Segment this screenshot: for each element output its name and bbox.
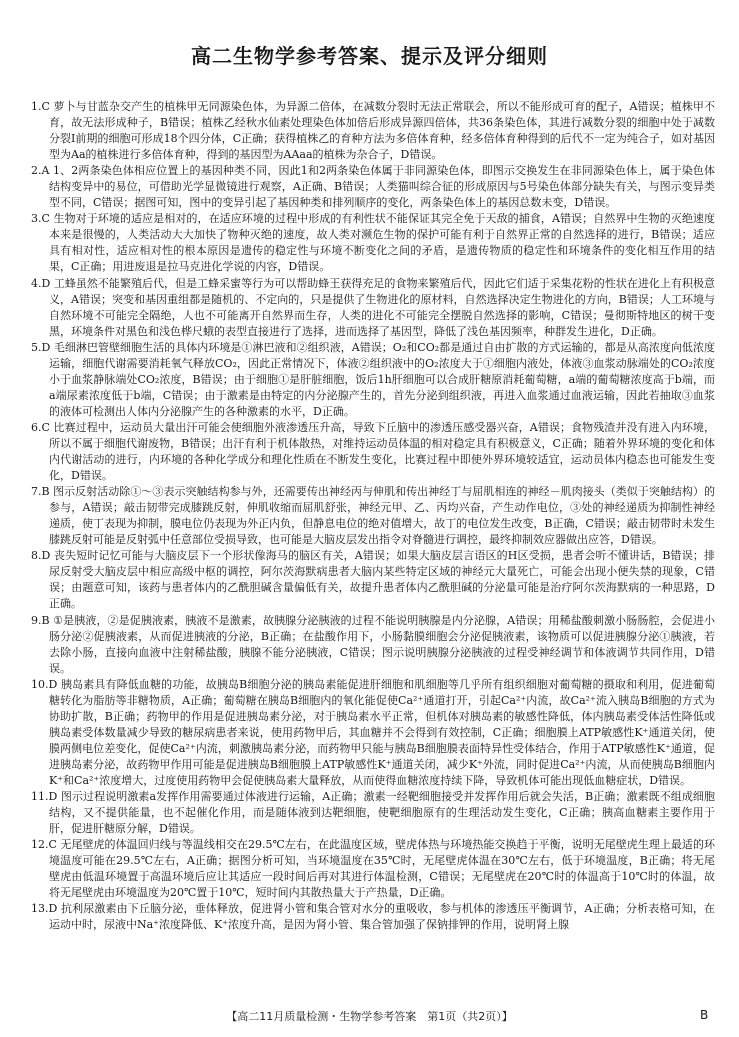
page-footer: 【高二11月质量检测・生物学参考答案 第1页（共2页）】 (226, 1010, 513, 1023)
answer-item: 4.D 工蜂虽然不能繁殖后代，但是工蜂采蜜等行为可以帮助蜂王获得充足的食物来繁殖后代，因此它们适于采集花粉的性状在进化上有积极意义，A错误；突变和基因重组都是随机的、不定向的，只是提供了生物进化的原材料，自然选择决定生物进化的方向，B错误；人工环境与自然环境不可能完全隔绝，人也不可能离开自然界而生存，人类的进化不可能完全摆脱自然选择的影响，C错误；曼彻斯特地区的树干变黑，环境条件对黑色和浅色桦尺蛾的表型直接进行了选择，进而选择了基因型，降低了浅色基因频率，种群发生进化，D正确。 (31, 276, 715, 338)
version-tag: B (700, 1008, 709, 1022)
answer-item: 7.B 图示反射活动除①～③表示突触结构参与外，还需要传出神经丙与伸肌和传出神经丁与屈肌相连的神经－肌肉接头（类似于突触结构）的参与，A错误；敲击韧带完成膝跳反射，伸肌收缩而屈肌舒张，神经元甲、乙、丙均兴奋，产生动作电位，③处的神经递质为抑制性神经递质，使丁表现为抑制，膜电位仍表现为外正内负，但静息电位的绝对值增大，故丁的电位发生改变，B正确，C错误；敲击韧带时未发生膝跳反射可能是反射弧中任意部位受损导致，也可能是大脑皮层发出指令对脊髓进行调控，最终抑制效应器做出应答，D错误。 (31, 485, 715, 547)
answer-item: 3.C 生物对于环境的适应是相对的，在适应环境的过程中形成的有利性状不能保证其完全免于天敌的捕食，A错误；自然界中生物的灭绝速度本来是很慢的，人类活动大大加快了物种灭绝的速度，故人类对濒危生物的保护可能有利于自然界正常的自然选择的进行，B错误；适应具有相对性，适应相对性的根本原因是遗传的稳定性与环境不断变化之间的矛盾，是遗传物质的稳定性和环境条件的变化相互作用的结果，C正确；用进废退是拉马克进化学说的内容，D错误。 (31, 212, 715, 274)
answer-item: 9.B ①是胰液，②是促胰液素，胰液不是激素，故胰腺分泌胰液的过程不能说明胰腺是内分泌腺，A错误；用稀盐酸刺激小肠肠腔，会促进小肠分泌②促胰液素，从而促进胰液的分泌，B正确；在盐酸作用下，小肠黏膜细胞会分泌促胰液素，该物质可以促进胰腺分泌①胰液，若去除小肠，直接向血液中注射稀盐酸，胰腺不能分泌胰液，C错误；图示说明胰腺分泌胰液的过程受神经调节和体液调节共同作用，D错误。 (31, 613, 715, 675)
answer-item: 8.D 丧失短时记忆可能与大脑皮层下一个形状像海马的脑区有关，A错误；如果大脑皮层言语区的H区受损，患者会听不懂讲话，B错误；排尿反射受大脑皮层中相应高级中枢的调控，阿尔茨海默病患者大脑内某些特定区域的神经元大量死亡，可能会出现小便失禁的现象，C错误；由题意可知，该药与患者体内的乙酰胆碱含量偏低有关，故提升患者体内乙酰胆碱的分泌量可能是治疗阿尔茨海默病的一种思路，D正确。 (31, 549, 715, 611)
answer-item: 10.D 胰岛素具有降低血糖的功能，故胰岛B细胞分泌的胰岛素能促进肝细胞和肌细胞等几乎所有组织细胞对葡萄糖的摄取和利用，促进葡萄糖转化为脂肪等非糖物质，A正确；葡萄糖在胰岛B细胞内的氧化能促使Ca²⁺通道打开，引起Ca²⁺内流，故Ca²⁺流入胰岛B细胞的方式为协助扩散，B正确；药物甲的作用是促进胰岛素分泌，对于胰岛素水平正常，但机体对胰岛素的敏感性降低，体内胰岛素受体活性降低或胰岛素受体数量减少导致的糖尿病患者来说，使用药物甲后，其血糖并不会得到有效控制，C正确；细胞膜上ATP敏感性K⁺通道关闭，使膜两侧电位差变化，促使Ca²⁺内流，刺激胰岛素分泌，而药物甲只能与胰岛B细胞膜表面特异性受体结合，作用于ATP敏感性K⁺通道，促进胰岛素分泌，故药物甲作用可能是促进胰岛B细胞膜上ATP敏感性K⁺通道关闭，减少K⁺外流，同时促进Ca²⁺内流，从而使胰岛B细胞内K⁺和Ca²⁺浓度增大，过度使用药物甲会促使胰岛素大量释放，从而使得血糖浓度持续下降，导致机体可能出现低血糖症状，D错误。 (31, 677, 715, 787)
answer-list (31, 99, 715, 933)
answer-item: 5.D 毛细淋巴管壁细胞生活的具体内环境是①淋巴液和②组织液，A错误；O₂和CO₂都是通过自由扩散的方式运输的，都是从高浓度向低浓度运输，细胞代谢需要消耗氧气释放CO₂，因此正常情况下，体液②组织液中的O₂浓度大于①细胞内液处，体液③血浆动脉端处的CO₂浓度小于血浆静脉端处CO₂浓度，B错误；由于细胞①是肝脏细胞，饭后1h肝细胞可以合成肝糖原消耗葡萄糖，a端的葡萄糖浓度高于b端，而a端尿素浓度低于b端，C错误；由于激素是由特定的内分泌腺产生的，首先分泌到组织液，再进入血浆通过血液运输，因此若抽取③血浆的液体可检测出人体内分泌腺产生的各种激素的水平，D正确。 (31, 340, 715, 418)
page-title: 高二生物学参考答案、提示及评分细则 (191, 44, 548, 68)
answer-item: 12.C 无尾壁虎的体温回归线与等温线相交在29.5℃左右，在此温度区域，壁虎体热与环境热能交换趋于平衡，说明无尾壁虎生理上最适的环境温度可能在29.5℃左右，A正确；据图分析可知，当环境温度在35℃时，无尾壁虎体温在30℃左右，低于环境温度，B正确；将无尾壁虎由低温环境置于高温环境后应让其适应一段时间后再对其进行体温检测，C错误；无尾壁虎在20℃时的体温高于10℃时的体温，故将无尾壁虎由环境温度为20℃置于10℃，短时间内其散热量大于产热量，D正确。 (31, 838, 715, 900)
answer-item: 13.D 抗利尿激素由下丘脑分泌，垂体释放，促进肾小管和集合管对水分的重吸收，参与机体的渗透压平衡调节，A正确；分析表格可知，在运动中时，尿液中Na⁺浓度降低、K⁺浓度升高，是因为肾小管、集合管加强了保钠排钾的作用，说明肾上腺 (31, 902, 715, 932)
answer-item: 6.C 比赛过程中，运动员大量出汗可能会使细胞外液渗透压升高，导致下丘脑中的渗透压感受器兴奋，A错误；食物残渣并没有进入内环境，所以不属于细胞代谢废物，B错误；出汗有利于机体散热，对维持运动员体温的相对稳定具有积极意义，C正确；随着外界环境的变化和体内代谢活动的进行，内环境的各种化学成分和理化性质在不断发生变化，比赛过程中即使外界环境较适宜，运动员体内稳态也可能发生变化，D错误。 (31, 420, 715, 483)
answer-item: 11.D 图示过程说明激素a发挥作用需要通过体液进行运输，A正确；激素一经靶细胞接受并发挥作用后就会失活，B正确；激素既不组成细胞结构，又不提供能量，也不起催化作用，而是随体液到达靶细胞，使靶细胞原有的生理活动发生变化，C正确；胰高血糖素主要作用于肝，促进肝糖原分解，D错误。 (31, 790, 716, 836)
answer-item: 1.C 萝卜与甘蓝杂交产生的植株甲无同源染色体，为异源二倍体，在减数分裂时无法正常联会，所以不能形成可育的配子，A错误；植株甲不育，故无法形成种子，B错误；植株乙经秋水仙素处理染色体加倍后形成异源四倍体，共36条染色体，其进行减数分裂的细胞中处于减数分裂Ⅰ前期的细胞可形成18个四分体，C正确；获得植株乙的育种方法为多倍体育种，经多倍体育种得到的后代不一定为纯合子，如对基因型为Aa的植株进行多倍体育种，得到的基因型为AAaa的植株为杂合子，D错误。 (31, 100, 715, 162)
answer-item: 2.A 1、2两条染色体相应位置上的基因种类不同，因此1和2两条染色体属于非同源染色体，即图示交换发生在非同源染色体上，属于染色体结构变异中的易位，可借助光学显微镜进行观察，A正确、B错误；人类猫叫综合征的形成原因与5号染色体部分缺失有关，与图示变异类型不同，C错误；据图可知，图中的变异引起了基因种类和排列顺序的变化，两条染色体上的基因总数未变，D错误。 (31, 164, 715, 210)
